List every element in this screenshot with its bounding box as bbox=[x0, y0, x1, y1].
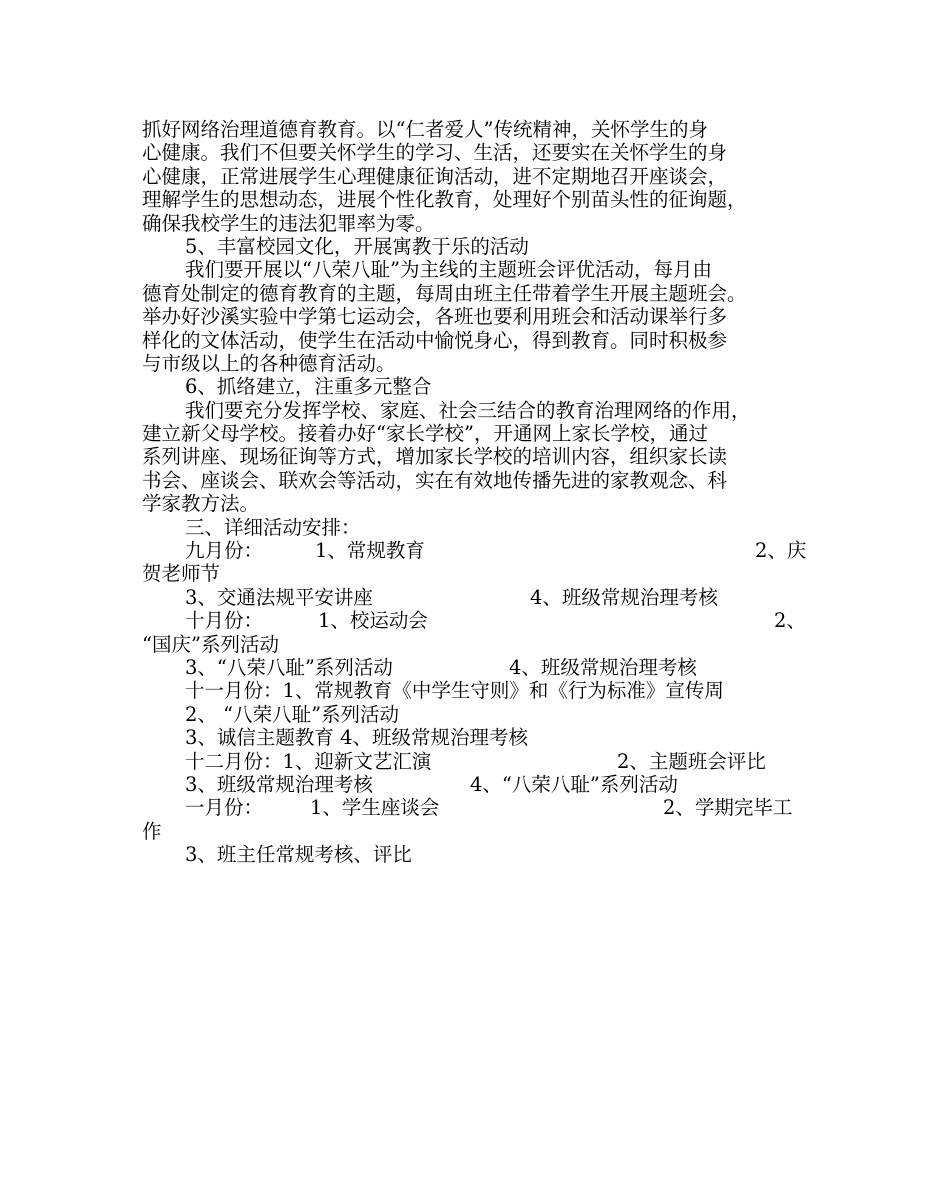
paragraph-line: 心健康。我们不但要关怀学生的学习、生活，还要实在关怀学生的身 bbox=[142, 141, 728, 165]
schedule-item: 4、班级常规治理考核 bbox=[509, 655, 697, 679]
schedule-row-january bbox=[142, 796, 822, 819]
schedule-item: 2、 bbox=[774, 609, 806, 633]
schedule-item: 1、常规教育 bbox=[315, 539, 425, 563]
schedule-item-continued: 贺老师节 bbox=[142, 562, 221, 586]
paragraph-line: 学家教方法。 bbox=[142, 492, 260, 516]
section-heading: 6、抓络建立，注重多元整合 bbox=[185, 375, 432, 399]
schedule-item: 3、交通法规平安讲座 bbox=[185, 585, 373, 609]
schedule-row bbox=[142, 586, 822, 609]
section-heading: 5、丰富校园文化，开展寓教于乐的活动 bbox=[185, 234, 529, 258]
schedule-item: 3、班主任常规考核、评比 bbox=[185, 843, 412, 867]
month-label: 九月份： bbox=[185, 539, 264, 563]
schedule-item: 3、“八荣八耻”系列活动 bbox=[185, 655, 393, 679]
schedule-item-continued: 作 bbox=[142, 819, 162, 843]
paragraph-line: 理解学生的思想动态，进展个性化教育，处理好个别苗头性的征询题， bbox=[142, 188, 747, 212]
schedule-item: 3、班级常规治理考核 bbox=[185, 772, 373, 796]
schedule-row bbox=[142, 656, 822, 679]
paragraph-line: 样化的文体活动，使学生在活动中愉悦身心，得到教育。同时积极参 bbox=[142, 328, 728, 352]
schedule-item: 2、庆 bbox=[755, 539, 807, 563]
paragraph-line: 与市级以上的各种德育活动。 bbox=[142, 351, 396, 375]
paragraph-line: 举办好沙溪实验中学第七运动会，各班也要利用班会和活动课举行多 bbox=[142, 305, 728, 329]
paragraph-line: 建立新父母学校。接着办好“家长学校”，开通网上家长学校，通过 bbox=[142, 422, 708, 446]
schedule-row-september bbox=[142, 539, 822, 562]
schedule-item: 4、班级常规治理考核 bbox=[530, 585, 718, 609]
schedule-item: 1、校运动会 bbox=[318, 609, 428, 633]
paragraph-line: 确保我校学生的违法犯罪率为零。 bbox=[142, 211, 435, 235]
month-label: 十月份： bbox=[185, 609, 264, 633]
schedule-item: 2、 “八荣八耻”系列活动 bbox=[185, 702, 400, 726]
month-label: 一月份： bbox=[185, 796, 264, 820]
schedule-item: 2、主题班会评比 bbox=[617, 749, 766, 773]
schedule-item: 十二月份：1、迎新文艺汇演 bbox=[185, 749, 432, 773]
schedule-row-november: 十一月份：1、常规教育《中学生守则》和《行为标准》宣传周 bbox=[185, 679, 724, 703]
schedule-item: 1、学生座谈会 bbox=[310, 796, 440, 820]
schedule-row-october bbox=[142, 609, 822, 632]
paragraph-line: 抓好网络治理道德育教育。以“仁者爱人”传统精神，关怀学生的身 bbox=[142, 118, 708, 141]
schedule-row bbox=[142, 773, 822, 796]
document-body bbox=[142, 118, 822, 867]
schedule-item-continued: “国庆”系列活动 bbox=[142, 632, 279, 656]
paragraph-line: 德育处制定的德育教育的主题，每周由班主任带着学生开展主题班会。 bbox=[142, 281, 747, 305]
paragraph-line: 我们要充分发挥学校、家庭、社会三结合的教育治理网络的作用， bbox=[185, 398, 751, 422]
schedule-row-december bbox=[142, 750, 822, 773]
paragraph-line: 我们要开展以“八荣八耻”为主线的主题班会评优活动，每月由 bbox=[185, 258, 712, 282]
paragraph-line: 心健康，正常进展学生心理健康征询活动，进不定期地召开座谈会， bbox=[142, 164, 728, 188]
paragraph-line: 系列讲座、现场征询等方式，增加家长学校的培训内容，组织家长读 bbox=[142, 445, 728, 469]
schedule-item: 2、学期完毕工 bbox=[663, 796, 793, 820]
section-heading: 三、详细活动安排： bbox=[185, 515, 361, 539]
schedule-item: 4、“八荣八耻”系列活动 bbox=[470, 772, 678, 796]
schedule-item: 3、诚信主题教育 4、班级常规治理考核 bbox=[185, 726, 529, 750]
paragraph-line: 书会、座谈会、联欢会等活动，实在有效地传播先进的家教观念、科 bbox=[142, 468, 728, 492]
